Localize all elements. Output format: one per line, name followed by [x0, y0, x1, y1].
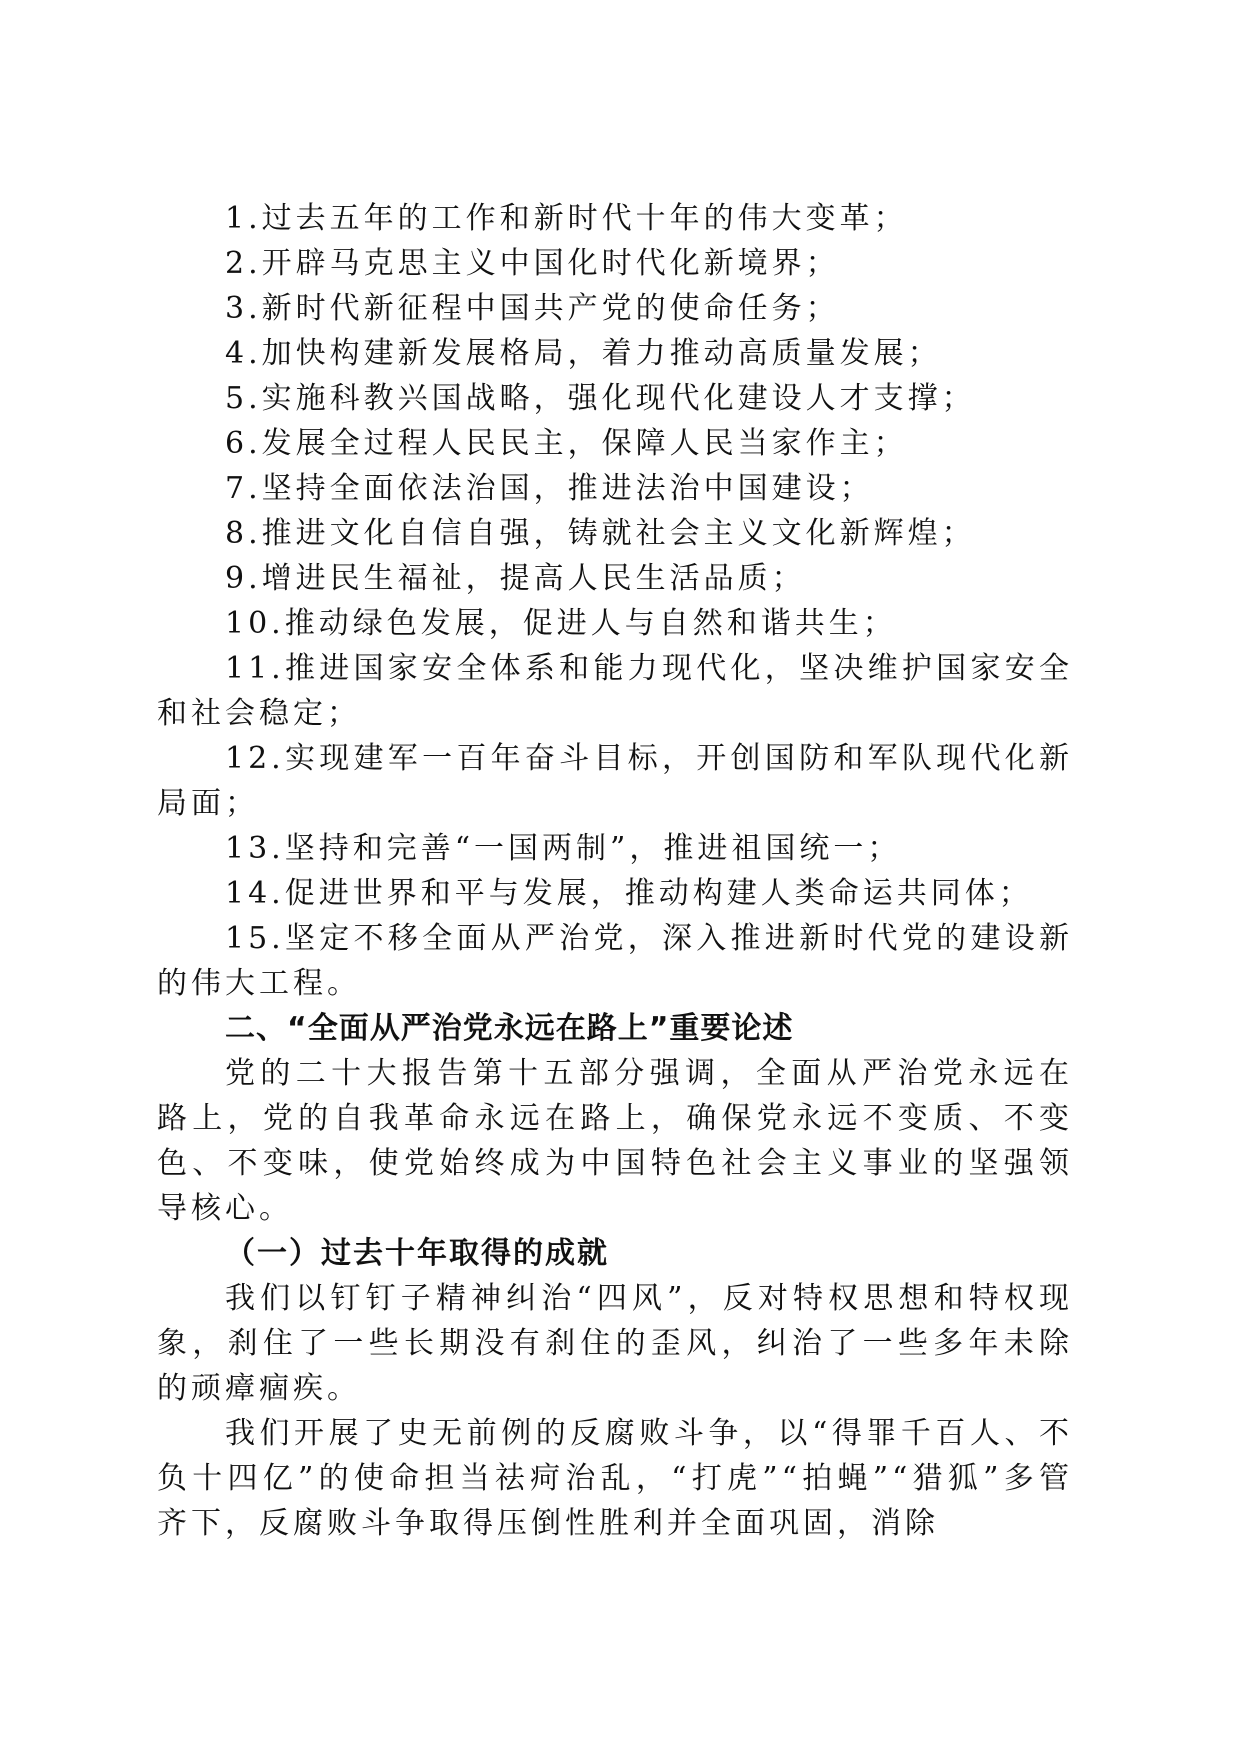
list-item-7: 7.坚持全面依法治国，推进法治中国建设；: [225, 471, 874, 506]
list-item-3: 3.新时代新征程中国共产党的使命任务；: [225, 291, 840, 326]
list-item-5: 5.实施科教兴国战略，强化现代化建设人才支撑；: [225, 381, 976, 416]
list-item-2: 2.开辟马克思主义中国化时代化新境界；: [225, 246, 840, 281]
list-item-13: 13.坚持和完善“一国两制”，推进祖国统一；: [225, 831, 902, 866]
section-two-heading: 二、“全面从严治党永远在路上”重要论述: [225, 1011, 794, 1046]
section-two-subheading: （一）过去十年取得的成就: [225, 1236, 609, 1271]
list-item-9: 9.增进民生福祉，提高人民生活品质；: [225, 561, 806, 596]
list-item-6: 6.发展全过程人民民主，保障人民当家作主；: [225, 426, 908, 461]
list-item-15: 15.坚定不移全面从严治党，深入推进新时代党的建设新的伟大工程。: [157, 921, 1073, 1001]
body-paragraph: 我们以钉钉子精神纠治“四风”，反对特权思想和特权现象，刹住了一些长期没有刹住的歪风，纠治了一些多年未除的顽瘴痼疾。: [157, 1281, 1073, 1406]
section-two-intro: 党的二十大报告第十五部分强调，全面从严治党永远在路上，党的自我革命永远在路上，确保党永远不变质、不变色、不变味，使党始终成为中国特色社会主义事业的坚强领导核心。: [157, 1056, 1073, 1226]
list-item-1: 1.过去五年的工作和新时代十年的伟大变革；: [225, 201, 908, 236]
list-item-14: 14.促进世界和平与发展，推动构建人类命运共同体；: [225, 876, 1033, 911]
list-item-11: 11.推进国家安全体系和能力现代化，坚决维护国家安全和社会稳定；: [157, 651, 1073, 731]
body-paragraph: 我们开展了史无前例的反腐败斗争，以“得罪千百人、不负十四亿”的使命担当祛疴治乱，“打虎”“拍蝇”“猎狐”多管齐下，反腐败斗争取得压倒性胜利并全面巩固，消除: [157, 1416, 1073, 1541]
list-item-12: 12.实现建军一百年奋斗目标，开创国防和军队现代化新局面；: [157, 741, 1073, 821]
list-item-4: 4.加快构建新发展格局，着力推动高质量发展；: [225, 336, 942, 371]
document-body: [157, 196, 1073, 1546]
list-item-10: 10.推动绿色发展，促进人与自然和谐共生；: [225, 606, 897, 641]
list-item-8: 8.推进文化自信自强，铸就社会主义文化新辉煌；: [225, 516, 976, 551]
